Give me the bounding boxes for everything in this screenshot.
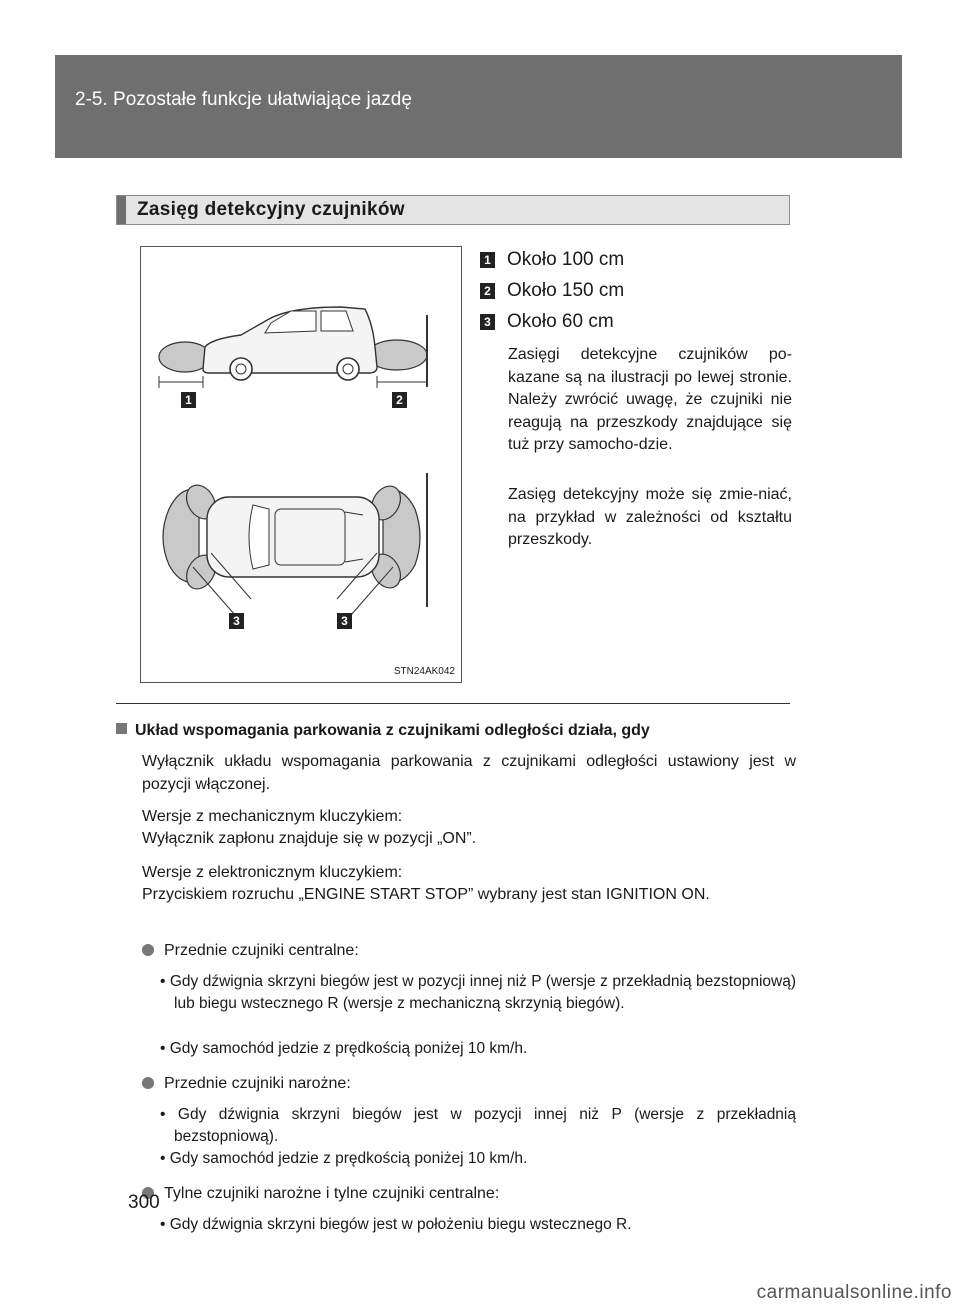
header-title: 2-5. Pozostałe funkcje ułatwiające jazdę xyxy=(75,89,412,110)
sub-rear-1-text: • Gdy dźwignia skrzyni biegów jest w położeniu biegu wstecznego R. xyxy=(160,1216,632,1233)
figure-callout-2-text: 2 xyxy=(396,393,403,407)
legend-item-1 xyxy=(480,245,624,275)
sub-front-corner-2-text: • Gdy samochód jedzie z prędkością poniżej 10 km/h. xyxy=(160,1150,528,1167)
figure-callout-3-right xyxy=(337,613,352,629)
legend-label-2: Około 150 cm xyxy=(507,280,625,301)
car-rear-wheel xyxy=(337,358,359,380)
conditions-heading-text: Układ wspomagania parkowania z czujnikami odległości działa, gdy xyxy=(135,722,650,739)
page-number: 300 xyxy=(128,1192,160,1213)
sub-front-corner-1 xyxy=(160,1104,796,1147)
paragraph-mech-key-label: Wersje z mechanicznym kluczykiem: xyxy=(142,808,403,825)
figure-callout-3-left-text: 3 xyxy=(233,614,240,628)
sub-front-center-2-text: • Gdy samochód jedzie z prędkością poniżej 10 km/h. xyxy=(160,1040,528,1057)
bullet-front-corner xyxy=(142,1073,796,1096)
note-2: Zasięg detekcyjny może się zmie-niać, na przykład w zależności od kształtu przeszkody. xyxy=(508,486,792,548)
bullet-front-corner-text: Przednie czujniki narożne: xyxy=(164,1075,351,1092)
sub-front-center-1-text: • Gdy dźwignia skrzyni biegów jest w pozycji innej niż P (wersje z przekładnią bezstopniową) lub biegu wstecznego R (wersje z mechaniczną skrzynią biegów). xyxy=(160,973,796,1012)
sub-front-corner-1-text: • Gdy dźwignia skrzyni biegów jest w pozycji innej niż P (wersje z przekładnią bezstopniową). xyxy=(160,1106,796,1145)
section-title-box xyxy=(116,195,790,225)
bullet-dot-icon xyxy=(142,1077,154,1089)
watermark: carmanualsonline.info xyxy=(756,1282,952,1303)
paragraph-smart-key: Przyciskiem rozruchu „ENGINE START STOP” wybrany jest stan IGNITION ON. xyxy=(142,886,710,903)
section-title: Zasięg detekcyjny czujników xyxy=(137,199,405,220)
bullet-dot-icon xyxy=(142,944,154,956)
conditions-heading xyxy=(116,720,650,743)
bullet-front-center xyxy=(142,940,796,963)
sub-front-center-2 xyxy=(160,1038,796,1060)
sensor-range-figure xyxy=(140,246,462,683)
legend-num-2: 2 xyxy=(480,283,495,299)
page-header xyxy=(55,55,902,158)
paragraph-smart-key-label: Wersje z elektronicznym kluczykiem: xyxy=(142,864,403,881)
sub-rear-1 xyxy=(160,1214,796,1236)
figure-code: STN24AK042 xyxy=(393,666,455,677)
sensor-range-illustration xyxy=(141,247,463,684)
legend-num-1: 1 xyxy=(480,252,495,268)
car-windshield xyxy=(249,505,269,569)
legend-num-3: 3 xyxy=(480,314,495,330)
figure-callout-1-text: 1 xyxy=(185,393,192,407)
figure-callout-1 xyxy=(181,392,196,408)
legend-item-2 xyxy=(480,276,624,306)
bullet-rear-text: Tylne czujniki narożne i tylne czujniki centralne: xyxy=(164,1185,500,1202)
legend-label-1: Około 100 cm xyxy=(507,249,625,270)
figure-callout-2 xyxy=(392,392,407,408)
section-title-bar xyxy=(117,196,126,224)
paragraph-switch: Wyłącznik układu wspomagania parkowania z czujnikami odległości ustawiony jest w pozycji włączonej. xyxy=(142,753,796,793)
sub-front-corner-2 xyxy=(160,1148,796,1170)
car-front-wheel xyxy=(230,358,252,380)
legend-item-3 xyxy=(480,307,614,337)
legend-label-3: Około 60 cm xyxy=(507,311,614,332)
sub-front-center-1 xyxy=(160,971,796,1014)
bullet-rear xyxy=(142,1183,796,1206)
bullet-front-center-text: Przednie czujniki centralne: xyxy=(164,942,359,959)
figure-callout-3-left xyxy=(229,613,244,629)
figure-callout-3-right-text: 3 xyxy=(341,614,348,628)
section-divider xyxy=(116,703,790,704)
note-1: Zasięgi detekcyjne czujników po-kazane są na ilustracji po lewej stronie. Należy zwrócić uwagę, że czujniki nie reagują na przeszkody znajdujące się tuż przy samocho-dzie. xyxy=(508,346,792,453)
heading-square-icon xyxy=(116,723,127,734)
paragraph-mech-key: Wyłącznik zapłonu znajduje się w pozycji „ON”. xyxy=(142,830,477,847)
